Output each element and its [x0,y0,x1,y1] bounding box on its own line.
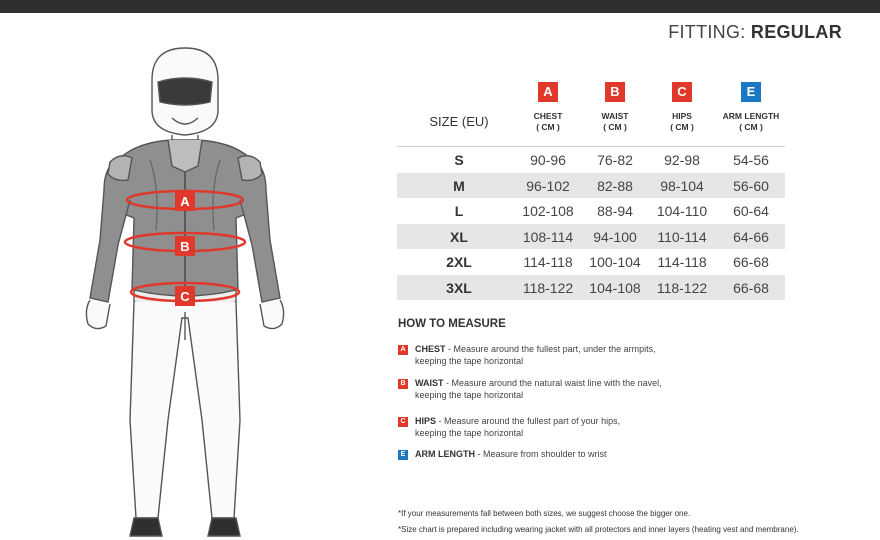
marker-b-label: B [180,239,190,254]
waist-cell: 88-94 [597,203,633,219]
hips-cell: 92-98 [664,152,700,168]
arm-length-cell: 56-60 [733,177,769,194]
size-cell: 2XL [446,254,472,270]
chest-instruction-line2: keeping the tape horizontal [415,355,524,366]
body-figure-illustration [60,40,320,540]
waist-unit: ( CM ) [603,122,627,132]
arm-length-instruction-line1: - Measure from shoulder to wrist [475,449,607,459]
table-row [397,224,785,250]
table-header [397,80,785,147]
chest-cell: 118-122 [522,279,574,296]
chest-instruction-line1: - Measure around the fullest part, under the armpits, [445,344,656,354]
hips-instruction-line1: - Measure around the fullest part of your hips, [436,416,621,426]
chest-instruction-name: CHEST [415,344,446,354]
size-column-header: SIZE (EU) [429,114,489,129]
table-row [397,147,785,173]
waist-cell: 100-104 [589,254,641,270]
chest-cell: 96-102 [526,177,570,194]
arm-length-cell: 60-64 [733,203,769,219]
waist-column-header [581,82,649,133]
instruction-hips [398,416,818,440]
marker-c-label: C [180,289,190,304]
hips-unit: ( CM ) [670,122,694,132]
hips-instruction-badge: C [398,417,408,427]
chest-letter-badge: A [538,82,558,102]
arm-length-instruction-badge: E [398,450,408,460]
waist-cell: 76-82 [597,152,633,168]
table-row [397,198,785,224]
hips-cell: 114-118 [657,254,707,270]
arm-length-cell: 66-68 [733,254,769,270]
waist-instruction-line2: keeping the tape horizontal [415,389,524,400]
chest-cell: 90-96 [530,152,566,168]
waist-instruction-text [415,378,815,401]
chest-cell: 108-114 [522,228,574,245]
arm-length-unit: ( CM ) [739,122,763,132]
arm-length-letter-badge: E [741,82,761,102]
waist-cell: 94-100 [593,228,637,245]
instruction-chest [398,344,818,368]
waist-cell: 82-88 [597,177,633,194]
hips-cell: 104-110 [656,203,708,219]
table-row [397,275,785,301]
size-cell: XL [450,228,468,245]
arm-length-name: ARM LENGTH [722,111,780,121]
arm-length-cell: 54-56 [733,152,769,168]
chest-unit: ( CM ) [536,122,560,132]
waist-instruction-line1: - Measure around the natural waist line with the navel, [443,378,662,388]
hips-column-label [647,111,717,133]
how-to-measure-title: HOW TO MEASURE [398,318,506,330]
instruction-waist [398,378,818,402]
arm-length-column-header [717,82,785,133]
hips-letter-badge: C [672,82,692,102]
table-row [397,173,785,199]
size-cell: 3XL [446,279,472,296]
arm-length-instruction-name: ARM LENGTH [415,449,475,459]
marker-a-label: A [180,194,190,209]
footnote-bigger-size: *If your measurements fall between both sizes, we suggest choose the bigger one. [398,509,691,518]
fitting-value: REGULAR [750,22,842,42]
size-cell: L [454,203,464,219]
waist-name: WAIST [601,111,629,121]
hips-instruction-text [415,416,815,439]
waist-instruction-name: WAIST [415,378,444,388]
instruction-arm-length [398,449,818,461]
arm-length-cell: 64-66 [733,228,769,245]
size-chart-table [397,80,785,300]
hips-cell: 118-122 [656,279,708,296]
top-bar [0,0,880,13]
hips-cell: 110-114 [657,228,707,245]
chest-cell: 114-118 [523,254,573,270]
chest-column-label [513,111,583,133]
hips-instruction-name: HIPS [415,416,437,426]
arm-length-cell: 66-68 [733,279,769,296]
arm-length-instruction-text [415,449,815,461]
chest-instruction-text [415,344,815,367]
chest-cell: 102-108 [522,203,574,219]
table-row [397,249,785,275]
waist-cell: 104-108 [589,279,641,296]
fitting-title [668,22,842,43]
hips-column-header [647,82,717,133]
chest-name: CHEST [533,111,563,121]
size-cell: S [454,152,464,168]
hips-cell: 98-104 [660,177,704,194]
waist-instruction-badge: B [398,379,408,389]
fitting-label: FITTING: [668,22,746,42]
chest-instruction-badge: A [398,345,408,355]
waist-column-label [581,111,649,133]
arm-length-column-label [717,111,785,133]
hips-name: HIPS [672,111,692,121]
waist-letter-badge: B [605,82,625,102]
hips-instruction-line2: keeping the tape horizontal [415,427,524,438]
chest-column-header [513,82,583,133]
footnote-layers: *Size chart is prepared including wearing jacket with all protectors and inner layers (heating vest and membrane). [398,525,799,534]
size-cell: M [453,177,465,194]
